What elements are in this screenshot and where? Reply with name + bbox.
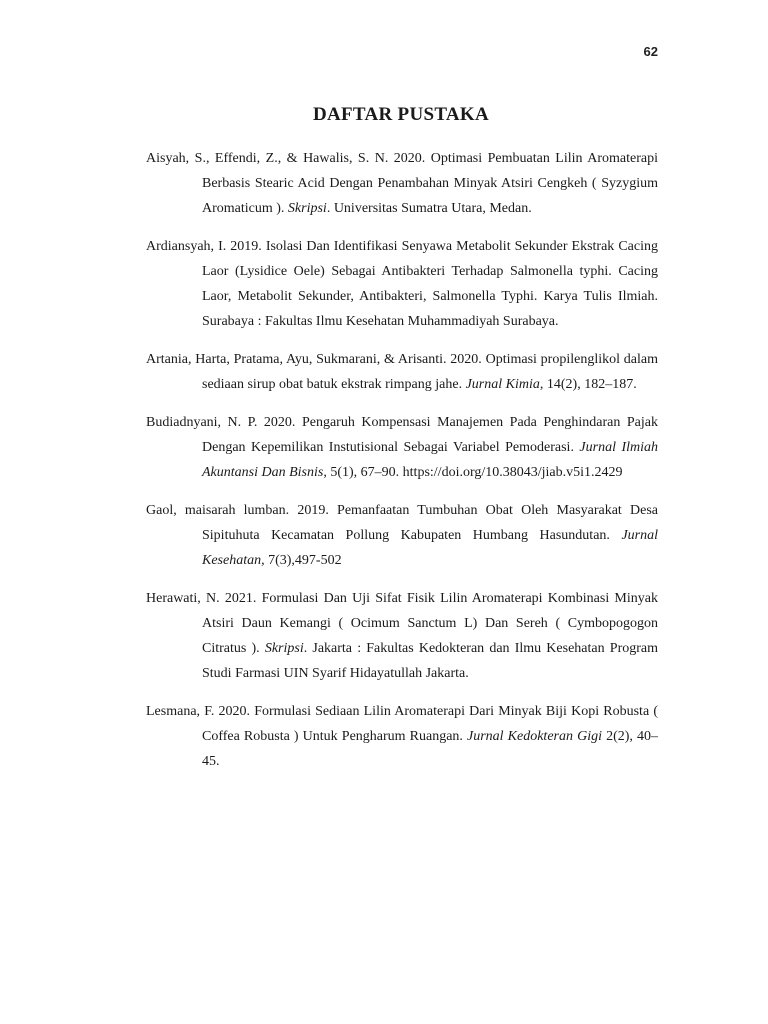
reference-source: Jurnal Kimia (465, 377, 540, 392)
page-title: DAFTAR PUSTAKA (312, 104, 490, 125)
reference-list (146, 146, 658, 787)
reference-text: Aisyah, S., Effendi, Z., & Hawalis, S. N. 2020. Optimasi Pembuatan Lilin Aromaterapi Berbasis Stearic Acid Dengan Penambahan Minyak Atsiri Cengkeh ( Syzygium Aromaticum ). (146, 151, 658, 216)
reference-text: Herawati, N. 2021. Formulasi Dan Uji Sifat Fisik Lilin Aromaterapi Kombinasi Minyak Atsiri Daun Kemangi ( Ocimum Sanctum L) Dan Sereh ( Cymbopogogon Citratus ). (146, 591, 658, 656)
reference-details: , 5(1), 67–90. https://doi.org/10.38043/jiab.v5i1.2429 (323, 465, 623, 480)
reference-entry (146, 347, 658, 397)
reference-text: Gaol, maisarah lumban. 2019. Pemanfaatan Tumbuhan Obat Oleh Masyarakat Desa Sipituhuta Kecamatan Pollung Kabupaten Humbang Hasundutan. (146, 503, 658, 543)
reference-entry (146, 699, 658, 774)
page-number: 62 (643, 44, 658, 59)
reference-entry (146, 234, 658, 334)
reference-entry (146, 586, 658, 686)
reference-source: Jurnal Kedokteran Gigi (467, 729, 602, 744)
reference-source: Jurnal Kesehatan (202, 528, 658, 568)
reference-details: 2(2), 40–45. (202, 729, 659, 769)
reference-entry (146, 146, 658, 221)
reference-details: . Jakarta : Fakultas Kedokteran dan Ilmu Kesehatan Program Studi Farmasi UIN Syarif Hidayatullah Jakarta. (202, 641, 658, 681)
reference-text: Artania, Harta, Pratama, Ayu, Sukmarani, & Arisanti. 2020. Optimasi propilenglikol dalam sediaan sirup obat batuk ekstrak rimpang jahe. (146, 352, 658, 392)
reference-source: Skripsi (264, 641, 304, 656)
reference-source: Skripsi (287, 201, 327, 216)
reference-text: Ardiansyah, I. 2019. Isolasi Dan Identifikasi Senyawa Metabolit Sekunder Ekstrak Cacing Laor (Lysidice Oele) Sebagai Antibakteri Terhadap Salmonella typhi. Cacing Laor, Metabolit Sekunder, Antibakteri, Salmonella Typhi. Karya Tulis Ilmiah. Surabaya : Fakultas Ilmu Kesehatan Muhammadiyah Surabaya. (146, 239, 658, 329)
reference-text: Budiadnyani, N. P. 2020. Pengaruh Kompensasi Manajemen Pada Penghindaran Pajak Dengan Kepemilikan Instutisional Sebagai Variabel Pemoderasi. (146, 415, 658, 455)
reference-details: , 7(3),497-502 (261, 553, 342, 568)
reference-details: . Universitas Sumatra Utara, Medan. (326, 201, 532, 216)
reference-entry (146, 410, 658, 485)
reference-entry (146, 498, 658, 573)
reference-details: , 14(2), 182–187. (539, 377, 637, 392)
reference-source: Jurnal Ilmiah Akuntansi Dan Bisnis (202, 440, 658, 480)
reference-text: Lesmana, F. 2020. Formulasi Sediaan Lilin Aromaterapi Dari Minyak Biji Kopi Robusta ( Coffea Robusta ) Untuk Pengharum Ruangan. (146, 704, 658, 744)
